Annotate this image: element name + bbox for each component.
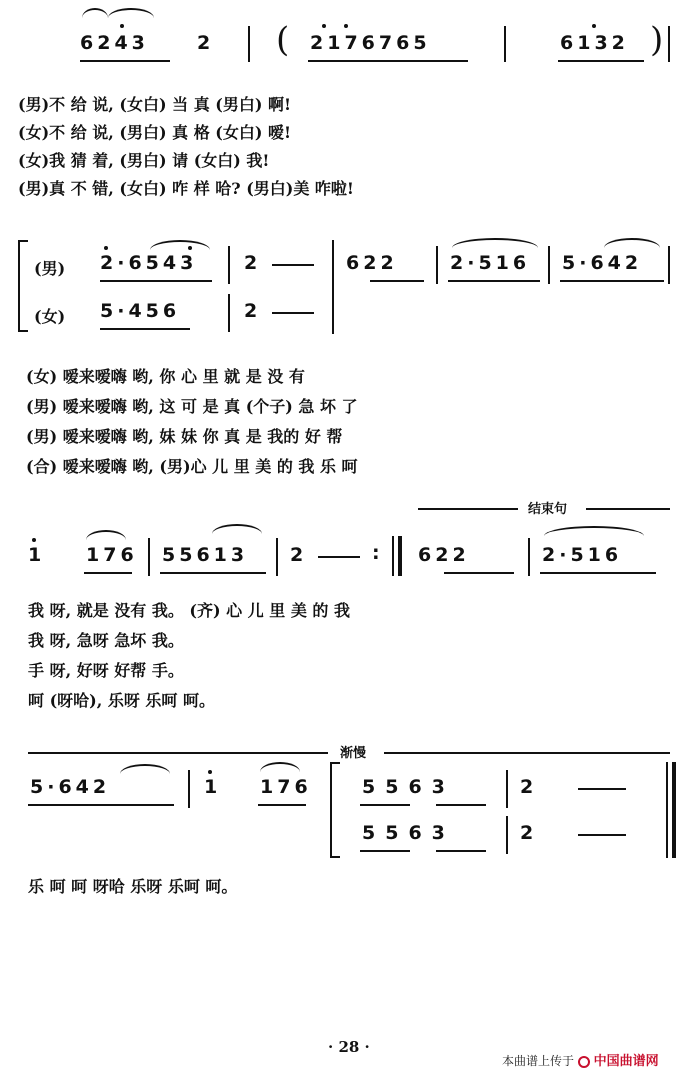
- underline: [28, 804, 174, 806]
- lyric-line: 手 呀, 好呀 好帮 手。: [28, 661, 184, 680]
- underline: [558, 60, 644, 62]
- note: 2: [520, 776, 538, 798]
- lyric-line: (女)不 给 说, (男白) 真 格 (女白) 嗳!: [18, 123, 292, 142]
- ending-line: [418, 508, 518, 510]
- slur: [604, 238, 660, 248]
- slur: [86, 530, 126, 540]
- underline: [444, 572, 514, 574]
- slur: [120, 764, 170, 774]
- ending-line: [586, 508, 670, 510]
- notes-upper: 5563: [362, 776, 455, 798]
- notes-group: 6243: [80, 32, 149, 54]
- barline: [548, 246, 550, 284]
- high-dot: [32, 538, 36, 542]
- underline: [360, 850, 410, 852]
- site-logo-icon: [578, 1056, 590, 1068]
- underline: [540, 572, 656, 574]
- upload-text: 本曲谱上传于: [502, 1054, 575, 1068]
- sustain-dash: [578, 834, 626, 836]
- notes-group: 176: [260, 776, 312, 798]
- notes-group: 5·642: [562, 252, 643, 274]
- high-dot: [104, 246, 108, 250]
- sustain-dash: [578, 788, 626, 790]
- note: 2: [244, 252, 262, 274]
- underline: [308, 60, 468, 62]
- barline: [668, 246, 670, 284]
- underline: [560, 280, 664, 282]
- barline: [228, 294, 230, 332]
- underline: [100, 280, 212, 282]
- underline: [160, 572, 266, 574]
- system-bracket: [18, 240, 28, 332]
- final-barline: [666, 762, 668, 858]
- lyric-line: 我 呀, 就是 没有 我。 (齐) 心 儿 里 美 的 我: [28, 601, 350, 620]
- barline: [506, 770, 508, 808]
- notes-group: 6132: [560, 32, 629, 54]
- note: 2: [244, 300, 262, 322]
- high-dot: [120, 24, 124, 28]
- tempo-line: [28, 752, 328, 754]
- lyric-line: (男) 嗳来嗳嗨 哟, 这 可 是 真 (个子) 急 坏 了: [26, 397, 358, 416]
- high-dot: [592, 24, 596, 28]
- barline: [436, 246, 438, 284]
- high-dot: [322, 24, 326, 28]
- lyric-line: (男)真 不 错, (女白) 咋 样 哈? (男白)美 咋啦!: [18, 179, 354, 198]
- underline: [100, 328, 190, 330]
- slur: [82, 8, 108, 18]
- slur: [544, 526, 644, 536]
- underline: [436, 804, 486, 806]
- bracket-open: (: [276, 20, 290, 60]
- underline: [80, 60, 170, 62]
- final-barline-thick: [672, 762, 676, 858]
- underline: [436, 850, 486, 852]
- system-bracket: [330, 762, 340, 858]
- barline: [188, 770, 190, 808]
- slur: [212, 524, 262, 534]
- high-dot: [344, 24, 348, 28]
- note: 1: [28, 544, 46, 566]
- part-label-female: (女): [34, 307, 66, 326]
- sustain-dash: [272, 264, 314, 266]
- sustain-dash: [272, 312, 314, 314]
- notes-group: 2·6543: [100, 252, 198, 274]
- barline: [668, 26, 670, 62]
- lyric-line: (男)不 给 说, (女白) 当 真 (男白) 啊!: [18, 95, 292, 114]
- barline: [276, 538, 278, 576]
- high-dot: [208, 770, 212, 774]
- barline: [332, 240, 334, 334]
- site-name: 中国曲谱网: [593, 1054, 659, 1069]
- underline: [258, 804, 306, 806]
- page-number: · 28 ·: [328, 1038, 370, 1056]
- barline: [506, 816, 508, 854]
- part-label-male: (男): [34, 259, 66, 278]
- notes-lower: 5563: [362, 822, 455, 844]
- barline: [528, 538, 530, 576]
- notes-group: 5·642: [30, 776, 111, 798]
- lyric-line: 呵 (呀哈), 乐呀 乐呵 呵。: [28, 691, 215, 710]
- tempo-label: 渐慢: [340, 746, 367, 761]
- lyric-line: 我 呀, 急呀 急坏 我。: [28, 631, 184, 650]
- barline: [148, 538, 150, 576]
- slur: [108, 8, 154, 18]
- notes-group: 622: [346, 252, 398, 274]
- tempo-line: [384, 752, 670, 754]
- note: 2: [520, 822, 538, 844]
- repeat-barline: [398, 536, 402, 576]
- lyric-line: (男) 嗳来嗳嗨 哟, 妹 妹 你 真 是 我的 好 帮: [26, 427, 343, 446]
- notes-group: 622: [418, 544, 470, 566]
- notes-group: 2176765: [310, 32, 431, 54]
- ending-label: 结束句: [528, 502, 568, 517]
- slur: [452, 238, 538, 248]
- lyric-line: (女) 嗳来嗳嗨 哟, 你 心 里 就 是 没 有: [26, 367, 305, 386]
- note: 2: [290, 544, 308, 566]
- underline: [370, 280, 424, 282]
- bracket-close: ): [650, 20, 664, 60]
- lyric-line: 乐 呵 呵 呀哈 乐呀 乐呵 呵。: [28, 877, 238, 896]
- note: 1: [204, 776, 222, 798]
- notes-group: 2·516: [542, 544, 623, 566]
- barline: [392, 536, 394, 576]
- barline: [228, 246, 230, 284]
- barline: [504, 26, 506, 62]
- note: 2: [197, 32, 215, 54]
- barline: [248, 26, 250, 62]
- upload-notice: [502, 1050, 659, 1069]
- slur: [150, 240, 210, 250]
- repeat-sign: :: [372, 542, 380, 564]
- sustain-dash: [318, 556, 360, 558]
- notes-group: 176: [86, 544, 138, 566]
- underline: [360, 804, 410, 806]
- notes-group: 55613: [162, 544, 249, 566]
- slur: [260, 762, 300, 772]
- lyric-line: (女)我 猜 着, (男白) 请 (女白) 我!: [18, 151, 270, 170]
- notes-group: 2·516: [450, 252, 531, 274]
- lyric-line: (合) 嗳来嗳嗨 哟, (男)心 儿 里 美 的 我 乐 呵: [26, 457, 358, 476]
- high-dot: [188, 246, 192, 250]
- notes-group: 5·456: [100, 300, 181, 322]
- underline: [448, 280, 540, 282]
- underline: [84, 572, 132, 574]
